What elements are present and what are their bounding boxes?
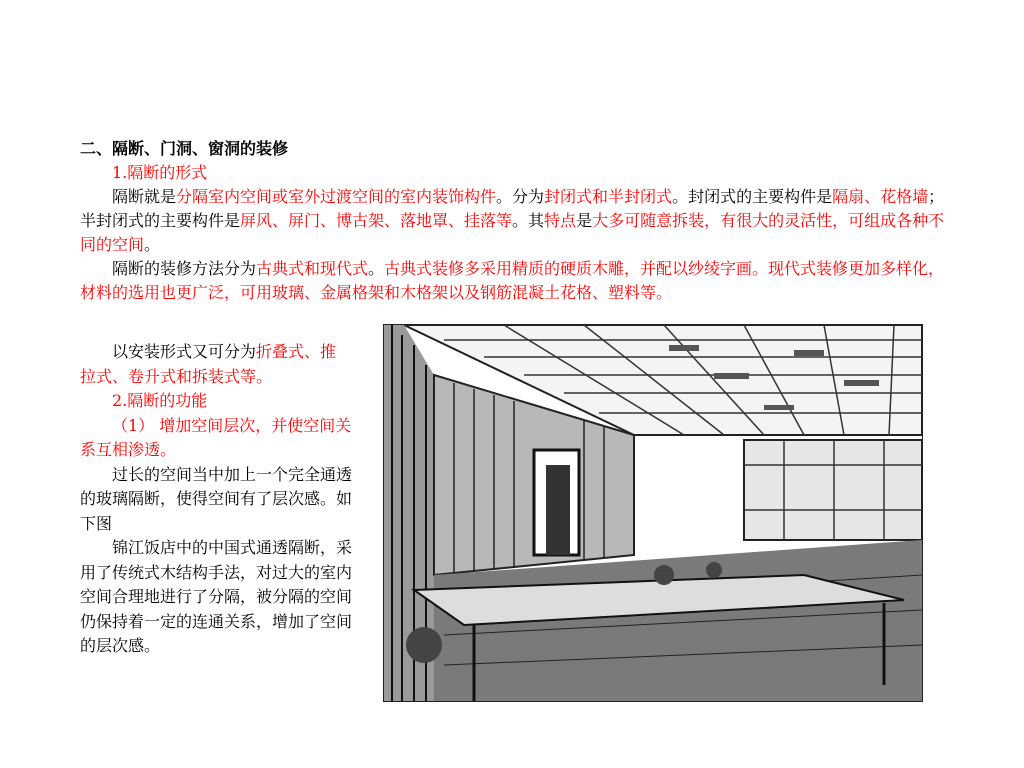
text-segment: 隔扇、花格墙 [832, 187, 929, 206]
text-segment: 封闭式和半封闭式 [544, 187, 673, 206]
text-segment: 隔断的装修方法分为 [112, 259, 257, 278]
text-segment: 屏风、屏门、博古架、落地罩、挂落等 [240, 211, 513, 230]
text-segment: 。分为 [496, 187, 545, 206]
text-segment: 大多可随意拆装，有很大的灵活性，可组成各种不同的空间 [80, 211, 945, 254]
text-segment: 。 [144, 235, 161, 254]
subsection-title-forms: 1.隔断的形式 [112, 163, 208, 182]
paragraph-jinjiang-hotel: 锦江饭店中的中国式通透隔断，采用了传统式木结构手法，对过大的室内空间合理地进行了分隔，被分隔的空间仍保持着一定的连通关系，增加了空间的层次感。 [80, 538, 353, 655]
text-segment: 分隔室内空间或室外过渡空间的室内装饰构件 [176, 187, 497, 206]
interior-sketch-image [383, 324, 923, 702]
text-segment: 以安装形式又可分为 [112, 342, 257, 361]
text-segment: 折叠式、推拉式、卷升式和拆装式等。 [80, 342, 337, 386]
paragraph-install-forms [80, 340, 352, 389]
text-segment: 特点 [544, 211, 577, 230]
left-text-column [80, 340, 352, 659]
paragraph-glass-partition: 过长的空间当中加上一个完全通透的玻璃隔断，使得空间有了层次感。如下图 [80, 464, 353, 533]
paragraph-methods [80, 257, 960, 305]
section-heading: 二、隔断、门洞、窗洞的装修 [80, 139, 289, 158]
text-segment: ；半封闭式的主要构件是 [80, 187, 945, 230]
interior-sketch-drawing [384, 325, 922, 701]
intro-text-block [80, 161, 960, 305]
text-segment: 古典式和现代式 [256, 259, 369, 278]
text-segment: 古典式装修多采用精质的硬质木雕，并配以纱绫字画。现代式装修更加多样化，材料的选用也更广泛，可用玻璃、金属格架和木格架以及钢筋混凝土花格、塑料等。 [80, 259, 945, 302]
paragraph-definition [80, 185, 960, 257]
text-segment: 。 [368, 259, 385, 278]
function-item-1: （1） 增加空间层次，并使空间关系互相渗透。 [80, 415, 352, 459]
text-segment: 隔断就是 [112, 187, 177, 206]
text-segment: 。封闭式的主要构件是 [672, 187, 833, 206]
text-segment: 。其 [512, 211, 545, 230]
subsection-title-functions: 2.隔断的功能 [112, 391, 208, 410]
text-segment: 是 [576, 211, 593, 230]
